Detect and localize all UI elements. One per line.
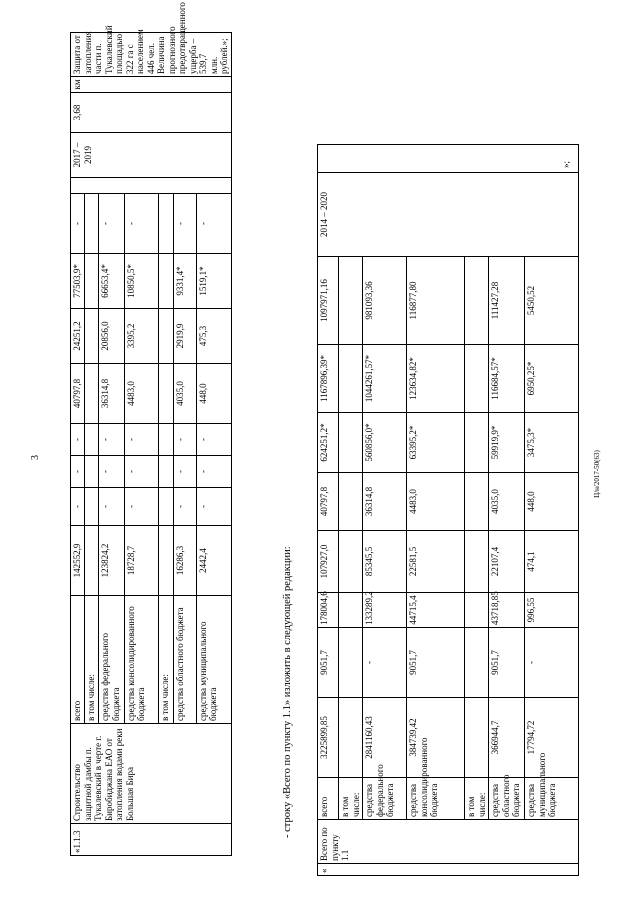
source-label: средства консолидированного бюджета [407, 778, 465, 820]
top-table-wrapper [70, 2, 232, 856]
value-cell: 2442,4 [196, 526, 231, 596]
value-cell: - [71, 488, 85, 526]
value-cell: 63395,2* [407, 413, 465, 473]
period-cell: 2017 – 2019 [71, 133, 232, 178]
value-cell: 123634,82* [407, 345, 465, 413]
value-cell: - [173, 456, 196, 488]
value-cell: - [196, 424, 231, 456]
row-number: «1.1.3 [71, 824, 232, 856]
source-label: средства муниципального бюджета [196, 596, 231, 724]
bottom-table-wrapper [317, 0, 579, 876]
value-cell: 981093,36 [363, 257, 407, 345]
value-cell: 1167896,39* [318, 345, 339, 413]
value-cell: 2841160,43 [363, 698, 407, 778]
period-cell: 2014 – 2020 [318, 173, 579, 257]
value-cell: 18728,7 [124, 526, 159, 596]
amendment-text: - строку «Всего по пункту 1.1» изложить в следующей редакции: [282, 546, 293, 838]
value-cell: - [124, 194, 159, 254]
value-cell: 366944,7 [489, 698, 525, 778]
value-cell: - [71, 456, 85, 488]
source-label: в том числе: [339, 778, 363, 820]
source-label: в том числе: [465, 778, 489, 820]
value-cell: - [173, 194, 196, 254]
value-cell: 9051,7 [489, 628, 525, 698]
value-cell: 85345,5 [363, 531, 407, 593]
value-cell: 43718,85 [489, 593, 525, 628]
closing-quote: »; [561, 160, 571, 168]
blank-cell [318, 145, 339, 173]
value-cell: 996,55 [525, 593, 579, 628]
footer-code: Ц/н/2017-50(63) [593, 450, 601, 498]
value-cell: 9331,4* [173, 254, 196, 309]
value-cell: - [71, 424, 85, 456]
value-cell: 107927,0 [318, 531, 339, 593]
value-cell: - [99, 424, 124, 456]
value-cell: - [124, 456, 159, 488]
value-cell: 17794,72 [525, 698, 579, 778]
source-label: средства областного бюджета [173, 596, 196, 724]
value-cell: - [124, 488, 159, 526]
value-cell: 20856,0 [99, 309, 124, 364]
value-cell: - [196, 456, 231, 488]
source-label: всего [71, 596, 85, 724]
value-cell: 66653,4* [99, 254, 124, 309]
value-cell: 116684,57* [489, 345, 525, 413]
value-cell: 123824,2 [99, 526, 124, 596]
source-label: в том числе: [159, 596, 173, 724]
source-label: средства консолидированного бюджета [124, 596, 159, 724]
value-cell: 59919,9* [489, 413, 525, 473]
value-cell: 36314,8 [363, 473, 407, 531]
source-label: средства областного бюджета [489, 778, 525, 820]
value-cell: 111427,28 [489, 257, 525, 345]
value-cell: 4483,0 [124, 364, 159, 424]
value-cell: 178004,6 [318, 593, 339, 628]
source-label: средства федерального бюджета [99, 596, 124, 724]
value-cell: 10850,5* [124, 254, 159, 309]
value-cell: 4035,0 [173, 364, 196, 424]
value-cell: 4035,0 [489, 473, 525, 531]
value-cell: 77503,9* [71, 254, 85, 309]
source-label: в том числе: [85, 596, 99, 724]
object-name: Строительство защитной дамбы п. Тукалевский в черте г. Биробиджана ЕАО от затопления водами реки Большая Бира [71, 724, 232, 824]
capacity-cell: 3,68 [71, 93, 232, 133]
value-cell: - [363, 628, 407, 698]
value-cell: - [173, 488, 196, 526]
value-cell: 560856,0* [363, 413, 407, 473]
value-cell: 22107,4 [489, 531, 525, 593]
value-cell: 3475,3* [525, 413, 579, 473]
value-cell: 624251,2* [318, 413, 339, 473]
value-cell: 24251,2 [71, 309, 85, 364]
value-cell: - [99, 194, 124, 254]
bottom-table [317, 0, 579, 876]
value-cell: 9051,7 [318, 628, 339, 698]
value-cell: - [71, 194, 85, 254]
value-cell: 22581,5 [407, 531, 465, 593]
value-cell: - [99, 488, 124, 526]
intro-wrapper [282, 546, 293, 838]
value-cell: - [196, 488, 231, 526]
value-cell: - [525, 628, 579, 698]
total-name: Всего по пункту 1.1 [318, 820, 579, 864]
unit-cell: км [71, 77, 232, 93]
value-cell: 9051,7 [407, 628, 465, 698]
value-cell: 5450,52 [525, 257, 579, 345]
value-cell: 142552,9 [71, 526, 85, 596]
value-cell: 474,1 [525, 531, 579, 593]
value-cell: 4483,0 [407, 473, 465, 531]
value-cell: 2919,9 [173, 309, 196, 364]
value-cell: 384739,42 [407, 698, 465, 778]
value-cell: 133289,2 [363, 593, 407, 628]
value-cell: 116877,80 [407, 257, 465, 345]
value-cell: - [99, 456, 124, 488]
source-label: средства муниципального бюджета [525, 778, 579, 820]
value-cell: 3395,2 [124, 309, 159, 364]
value-cell: 1097971,16 [318, 257, 339, 345]
value-cell: 1519,1* [196, 254, 231, 309]
source-label: всего [318, 778, 339, 820]
value-cell: 40797,8 [71, 364, 85, 424]
value-cell: 44715,4 [407, 593, 465, 628]
value-cell: 3225899,85 [318, 698, 339, 778]
top-table [70, 2, 232, 856]
value-cell: 16286,3 [173, 526, 196, 596]
effect-cell: Защита от затопления части п. Тукалевский площадью 322 га с населением 446 чел. Величина прогнозного предотвращенного ущерба – 539,7 млн. рублей.»; [71, 33, 232, 77]
value-cell: - [196, 194, 231, 254]
value-cell: 40797,8 [318, 473, 339, 531]
value-cell: 36314,8 [99, 364, 124, 424]
value-cell: 6950,25* [525, 345, 579, 413]
page-number: 3 [30, 455, 41, 460]
spacer-cell [71, 178, 232, 194]
value-cell: 448,0 [196, 364, 231, 424]
open-quote: « [318, 864, 579, 876]
source-label: средства федерального бюджета [363, 778, 407, 820]
value-cell: 1044261,57* [363, 345, 407, 413]
value-cell: 475,3 [196, 309, 231, 364]
value-cell: - [124, 424, 159, 456]
value-cell: 448,0 [525, 473, 579, 531]
value-cell: - [173, 424, 196, 456]
